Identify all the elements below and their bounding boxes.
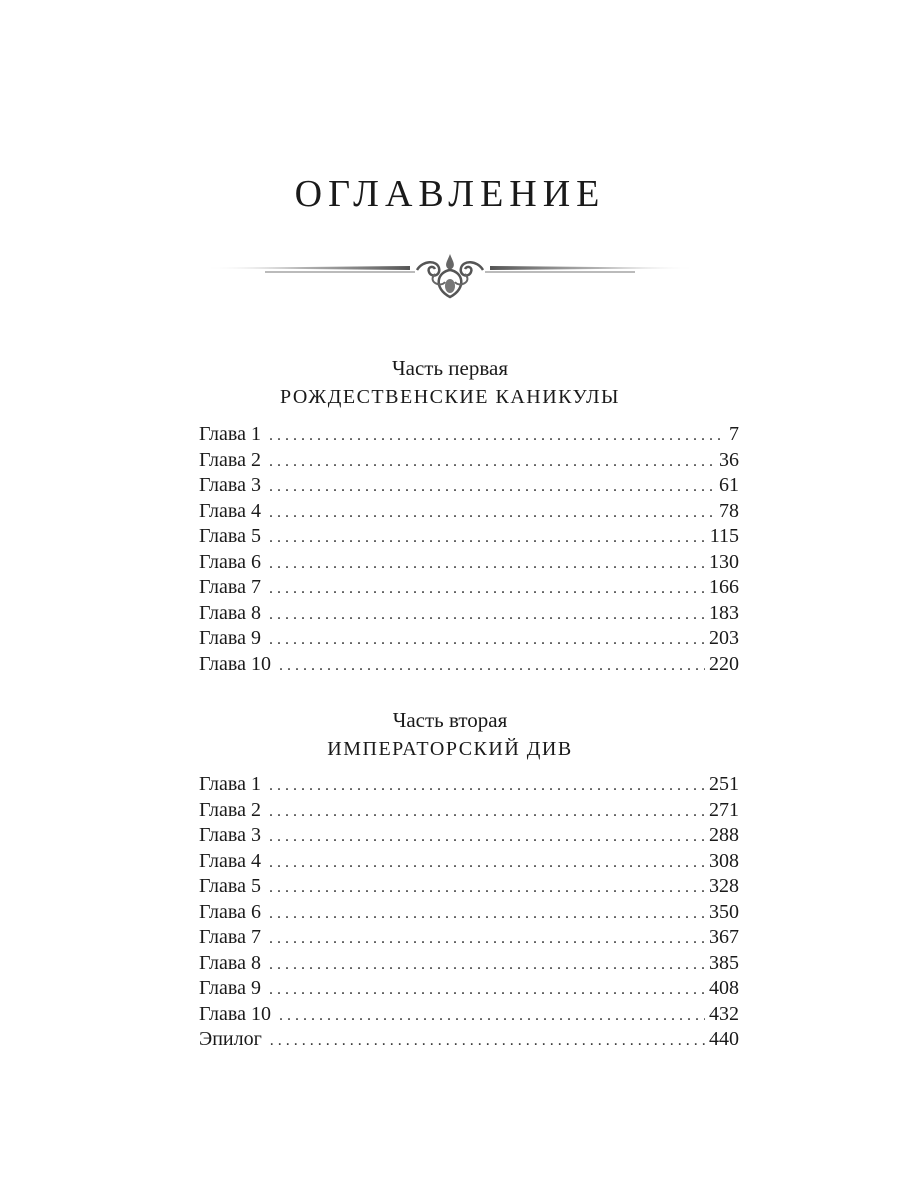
toc-entry-page: 36 bbox=[719, 448, 739, 471]
toc-entry[interactable] bbox=[199, 473, 739, 499]
page-title: ОГЛАВЛЕНИЕ bbox=[294, 173, 606, 215]
toc-entry-page: 408 bbox=[709, 977, 739, 999]
toc-entry-label: Эпилог bbox=[199, 1028, 262, 1050]
toc-entry[interactable] bbox=[199, 849, 739, 875]
toc-entry-label: Глава 9 bbox=[199, 627, 261, 649]
dot-leader bbox=[269, 602, 705, 628]
toc-entry-page: 78 bbox=[719, 499, 739, 522]
dot-leader bbox=[269, 977, 705, 1003]
toc-entry[interactable] bbox=[199, 772, 739, 798]
part-label: Часть вторая bbox=[392, 708, 508, 732]
toc-entry[interactable] bbox=[199, 550, 739, 576]
dot-leader bbox=[269, 875, 705, 901]
toc-entry-page: 7 bbox=[729, 423, 739, 445]
toc-entry[interactable] bbox=[199, 524, 739, 550]
dot-leader bbox=[269, 901, 705, 927]
toc-entry[interactable] bbox=[199, 652, 739, 678]
dot-leader bbox=[269, 850, 705, 876]
dot-leader bbox=[269, 952, 705, 978]
toc-entry[interactable] bbox=[199, 626, 739, 652]
toc-entry-label: Глава 10 bbox=[199, 652, 271, 675]
toc-entry[interactable] bbox=[199, 951, 739, 977]
dot-leader bbox=[269, 824, 705, 850]
part-label: Часть первая bbox=[392, 356, 508, 380]
dot-leader bbox=[270, 1028, 705, 1054]
dot-leader bbox=[279, 1003, 705, 1029]
dot-leader bbox=[269, 799, 705, 825]
toc-entry-label: Глава 4 bbox=[199, 499, 261, 522]
part-title: ИМПЕРАТОРСКИЙ ДИВ bbox=[327, 738, 573, 760]
toc-entry[interactable] bbox=[199, 900, 739, 926]
dot-leader bbox=[269, 627, 705, 653]
toc-entry-label: Глава 5 bbox=[199, 525, 261, 547]
toc-entry[interactable] bbox=[199, 575, 739, 601]
toc-entry[interactable] bbox=[199, 1027, 739, 1053]
part-title: РОЖДЕСТВЕНСКИЕ КАНИКУЛЫ bbox=[279, 386, 620, 408]
toc-entry-page: 271 bbox=[709, 798, 739, 821]
part-heading bbox=[0, 355, 900, 411]
toc-entry-page: 440 bbox=[709, 1028, 739, 1050]
toc-entry-page: 367 bbox=[709, 926, 739, 948]
toc-entry[interactable] bbox=[199, 1002, 739, 1028]
toc-entry-label: Глава 6 bbox=[199, 550, 261, 573]
part-heading bbox=[0, 707, 900, 763]
toc-entry-label: Глава 5 bbox=[199, 875, 261, 897]
toc-entry[interactable] bbox=[199, 448, 739, 474]
toc-entry[interactable] bbox=[199, 798, 739, 824]
toc-entry[interactable] bbox=[199, 874, 739, 900]
toc-entry-label: Глава 1 bbox=[199, 773, 261, 795]
toc-entry[interactable] bbox=[199, 925, 739, 951]
toc-entry-page: 130 bbox=[709, 550, 739, 573]
dot-leader bbox=[269, 500, 715, 526]
dot-leader bbox=[269, 773, 705, 799]
dot-leader bbox=[269, 551, 705, 577]
toc-entry-page: 251 bbox=[709, 773, 739, 795]
toc-entry-label: Глава 7 bbox=[199, 926, 261, 948]
toc-entry-page: 432 bbox=[709, 1002, 739, 1025]
toc-entry-label: Глава 3 bbox=[199, 824, 261, 846]
toc-entry-page: 115 bbox=[709, 525, 739, 547]
toc-entry-page: 288 bbox=[709, 824, 739, 846]
toc-entry-page: 308 bbox=[709, 849, 739, 872]
toc-entry-page: 385 bbox=[709, 951, 739, 974]
toc-entry-label: Глава 2 bbox=[199, 448, 261, 471]
toc-entry-page: 183 bbox=[709, 601, 739, 624]
toc-entry-label: Глава 2 bbox=[199, 798, 261, 821]
dot-leader bbox=[269, 449, 715, 475]
toc-entry-label: Глава 7 bbox=[199, 576, 261, 598]
toc-entry[interactable] bbox=[199, 601, 739, 627]
toc-entry-label: Глава 9 bbox=[199, 977, 261, 999]
toc-entry-label: Глава 1 bbox=[199, 423, 261, 445]
toc-entry-label: Глава 8 bbox=[199, 601, 261, 624]
toc-entry[interactable] bbox=[199, 823, 739, 849]
toc-entry[interactable] bbox=[199, 499, 739, 525]
dot-leader bbox=[269, 525, 706, 551]
dot-leader bbox=[269, 576, 705, 602]
dot-leader bbox=[269, 474, 715, 500]
toc-entry-label: Глава 4 bbox=[199, 849, 261, 872]
toc-entry-page: 328 bbox=[709, 875, 739, 897]
toc-entry-label: Глава 3 bbox=[199, 474, 261, 496]
toc-entry[interactable] bbox=[199, 422, 739, 448]
toc-entry-page: 203 bbox=[709, 627, 739, 649]
toc-entry-page: 61 bbox=[719, 474, 739, 496]
toc-entry-label: Глава 10 bbox=[199, 1002, 271, 1025]
dot-leader bbox=[279, 653, 705, 679]
toc-entry[interactable] bbox=[199, 976, 739, 1002]
toc-list bbox=[199, 422, 739, 677]
toc-entry-label: Глава 6 bbox=[199, 900, 261, 923]
toc-entry-page: 350 bbox=[709, 900, 739, 923]
toc-list bbox=[199, 772, 739, 1053]
toc-entry-page: 220 bbox=[709, 652, 739, 675]
toc-entry-page: 166 bbox=[709, 576, 739, 598]
toc-entry-label: Глава 8 bbox=[199, 951, 261, 974]
flourish-divider-icon bbox=[205, 252, 695, 302]
dot-leader bbox=[269, 423, 725, 449]
dot-leader bbox=[269, 926, 705, 952]
